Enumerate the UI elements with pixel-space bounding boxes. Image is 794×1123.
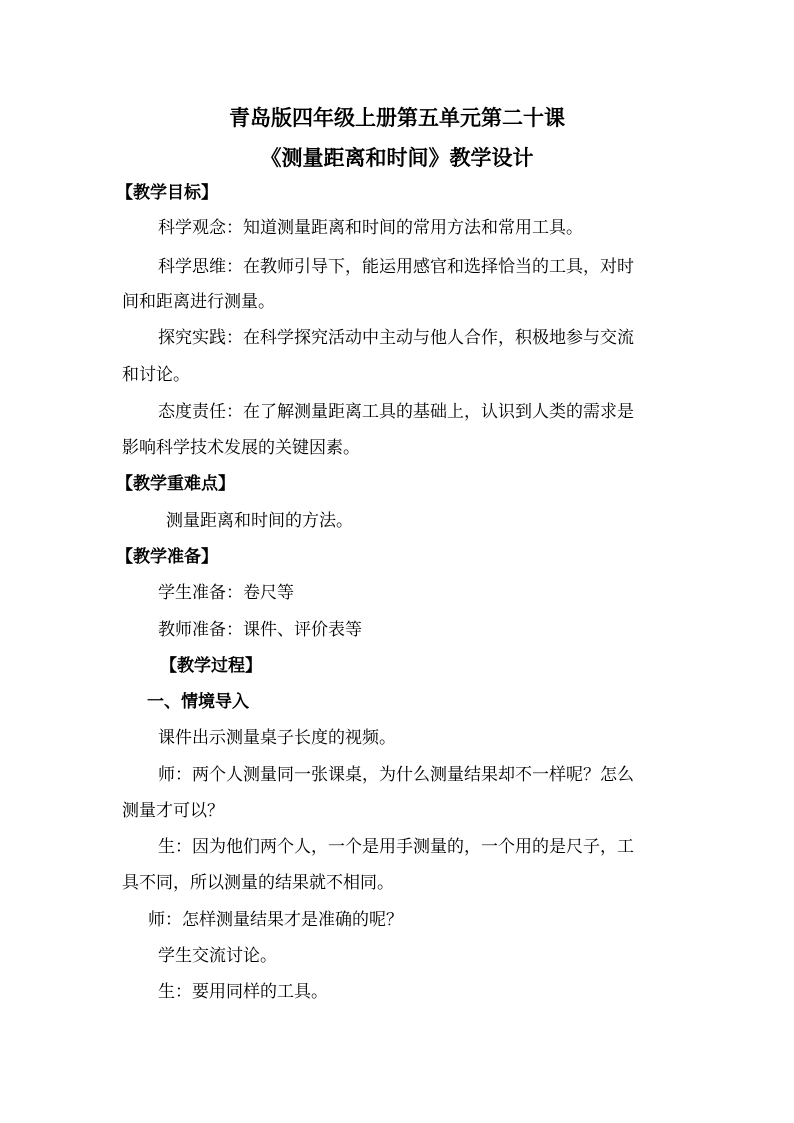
paragraph-line: 师：怎样测量结果才是准确的呢？ [148,910,403,930]
paragraph-line: 师：两个人测量同一张课桌，为什么测量结果却不一样呢？怎么 [158,765,634,785]
paragraph-line: 学生准备：卷尺等 [158,583,294,603]
section-heading-key-points: 【教学重难点】 [116,474,235,494]
paragraph-line: 探究实践：在科学探究活动中主动与他人合作，积极地参与交流 [158,328,634,348]
document-title: 青岛版四年级上册第五单元第二十课 [229,106,565,130]
paragraph-line: 态度责任：在了解测量距离工具的基础上，认识到人类的需求是 [158,402,634,422]
paragraph-line: 和讨论。 [122,365,190,385]
paragraph-line: 具不同，所以测量的结果就不相同。 [122,873,394,893]
paragraph-line: 影响科学技术发展的关键因素。 [122,438,360,458]
paragraph-line: 课件出示测量桌子长度的视频。 [158,728,396,748]
section-heading-objectives: 【教学目标】 [116,183,218,203]
paragraph-line: 科学思维：在教师引导下，能运用感官和选择恰当的工具，对时 [158,257,634,277]
paragraph-line: 测量才可以？ [122,801,224,821]
paragraph-line: 科学观念：知道测量距离和时间的常用方法和常用工具。 [158,218,583,238]
paragraph-line: 教师准备：课件、评价表等 [158,620,362,640]
paragraph-line: 学生交流讨论。 [158,946,277,966]
paragraph-line: 间和距离进行测量。 [122,292,275,312]
document-subtitle: 《测量距离和时间》教学设计 [260,146,534,170]
paragraph-line: 生：要用同样的工具。 [158,982,328,1002]
paragraph-line: 生：因为他们两个人，一个是用手测量的，一个用的是尺子，工 [158,837,634,857]
subsection-heading: 一、情境导入 [147,692,249,712]
paragraph-line: 测量距离和时间的方法。 [166,511,353,531]
section-heading-preparation: 【教学准备】 [116,547,218,567]
section-heading-process: 【教学过程】 [160,656,262,676]
